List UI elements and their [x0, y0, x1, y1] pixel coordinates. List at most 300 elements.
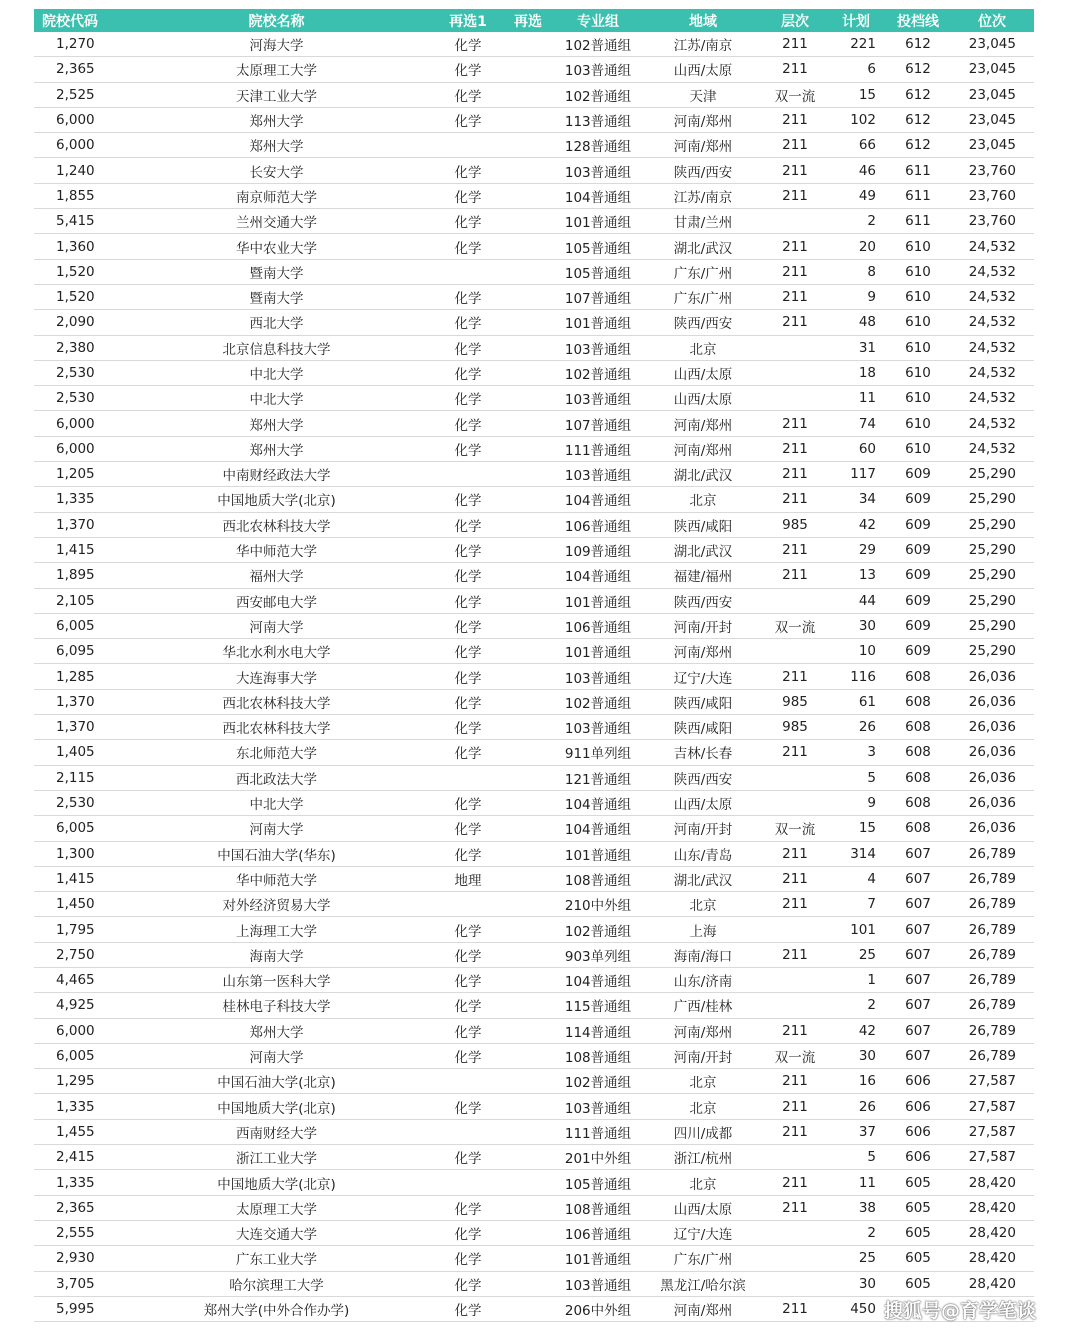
cell-region: 辽宁/大连: [642, 1220, 764, 1245]
cell-school-code: 4,925: [34, 993, 119, 1018]
cell-elective-1: 化学: [434, 284, 502, 309]
cell-elective-1: 化学: [434, 841, 502, 866]
cell-elective-2: [502, 563, 554, 588]
cell-plan: 46: [826, 158, 886, 183]
cell-region: 河南/郑州: [642, 411, 764, 436]
cell-plan: 9: [826, 790, 886, 815]
table-row: [34, 57, 1034, 82]
cell-school-name: 西北政法大学: [119, 765, 434, 790]
cell-school-code: 2,380: [34, 335, 119, 360]
cell-school-name: 暨南大学: [119, 259, 434, 284]
cell-major-group: 106普通组: [554, 1220, 642, 1245]
cell-plan: 74: [826, 411, 886, 436]
table-row: [34, 892, 1034, 917]
cell-school-code: 1,285: [34, 664, 119, 689]
cell-level: [764, 360, 826, 385]
cell-school-name: 兰州交通大学: [119, 209, 434, 234]
cell-school-name: 太原理工大学: [119, 1195, 434, 1220]
cell-elective-1: 化学: [434, 158, 502, 183]
cell-major-group: 102普通组: [554, 360, 642, 385]
cell-level: 双一流: [764, 82, 826, 107]
cell-school-name: 郑州大学: [119, 133, 434, 158]
cell-level: [764, 790, 826, 815]
cell-level: 211: [764, 866, 826, 891]
cell-rank: 26,036: [950, 664, 1034, 689]
cell-school-code: 6,000: [34, 1018, 119, 1043]
cell-elective-2: [502, 664, 554, 689]
cell-cutoff-score: 609: [886, 462, 950, 487]
cell-school-code: 6,000: [34, 133, 119, 158]
cell-elective-2: [502, 993, 554, 1018]
cell-school-name: 暨南大学: [119, 284, 434, 309]
cell-school-name: 中国石油大学(华东): [119, 841, 434, 866]
cell-plan: 7: [826, 892, 886, 917]
cell-cutoff-score: 606: [886, 1119, 950, 1144]
cell-plan: 49: [826, 183, 886, 208]
table-row: [34, 816, 1034, 841]
cell-level: 211: [764, 1094, 826, 1119]
cell-rank: 25,290: [950, 512, 1034, 537]
cell-elective-1: 地理: [434, 866, 502, 891]
header-cutoff-score: 投档线: [886, 9, 950, 32]
cell-level: 双一流: [764, 816, 826, 841]
cell-school-name: 广东工业大学: [119, 1246, 434, 1271]
header-major-group: 专业组: [554, 9, 642, 32]
cell-plan: 30: [826, 613, 886, 638]
cell-region: 北京: [642, 1069, 764, 1094]
cell-rank: 26,789: [950, 1043, 1034, 1068]
cell-elective-2: [502, 411, 554, 436]
cell-major-group: 101普通组: [554, 588, 642, 613]
cell-rank: 28,420: [950, 1170, 1034, 1195]
cell-major-group: 105普通组: [554, 1170, 642, 1195]
cell-cutoff-score: 608: [886, 816, 950, 841]
cell-region: 山西/太原: [642, 790, 764, 815]
cell-region: 湖北/武汉: [642, 462, 764, 487]
cell-school-name: 郑州大学(中外合作办学): [119, 1296, 434, 1321]
cell-plan: 20: [826, 234, 886, 259]
cell-region: 湖北/武汉: [642, 234, 764, 259]
table-row: [34, 993, 1034, 1018]
table-row: [34, 512, 1034, 537]
cell-school-code: 6,095: [34, 639, 119, 664]
cell-region: 河南/郑州: [642, 436, 764, 461]
cell-cutoff-score: 612: [886, 57, 950, 82]
cell-plan: 61: [826, 689, 886, 714]
cell-elective-2: [502, 1145, 554, 1170]
cell-elective-2: [502, 1271, 554, 1296]
cell-school-name: 中国地质大学(北京): [119, 487, 434, 512]
table-row: [34, 234, 1034, 259]
cell-rank: 26,789: [950, 892, 1034, 917]
cell-level: [764, 588, 826, 613]
cell-major-group: 106普通组: [554, 512, 642, 537]
cell-school-name: 海南大学: [119, 942, 434, 967]
cell-school-code: 1,450: [34, 892, 119, 917]
cell-elective-2: [502, 765, 554, 790]
cell-school-code: 1,205: [34, 462, 119, 487]
cell-elective-1: 化学: [434, 967, 502, 992]
table-row: [34, 866, 1034, 891]
cell-major-group: 108普通组: [554, 866, 642, 891]
cell-plan: 42: [826, 1018, 886, 1043]
cell-school-name: 郑州大学: [119, 107, 434, 132]
cell-school-code: 2,750: [34, 942, 119, 967]
cell-plan: 48: [826, 310, 886, 335]
cell-major-group: 102普通组: [554, 82, 642, 107]
cell-elective-2: [502, 158, 554, 183]
cell-elective-2: [502, 1018, 554, 1043]
cell-elective-2: [502, 1246, 554, 1271]
cell-elective-1: [434, 259, 502, 284]
cell-rank: 23,045: [950, 57, 1034, 82]
cell-elective-1: 化学: [434, 82, 502, 107]
cell-region: 山西/太原: [642, 1195, 764, 1220]
cell-elective-2: [502, 487, 554, 512]
cell-elective-1: 化学: [434, 563, 502, 588]
cell-cutoff-score: 609: [886, 588, 950, 613]
cell-elective-1: 化学: [434, 639, 502, 664]
table-row: [34, 942, 1034, 967]
cell-plan: 102: [826, 107, 886, 132]
table-row: [34, 967, 1034, 992]
cell-region: 陕西/西安: [642, 765, 764, 790]
cell-major-group: 107普通组: [554, 411, 642, 436]
cell-school-code: 1,335: [34, 1094, 119, 1119]
cell-rank: 26,036: [950, 715, 1034, 740]
cell-level: 211: [764, 563, 826, 588]
cell-elective-1: 化学: [434, 436, 502, 461]
cell-cutoff-score: 608: [886, 740, 950, 765]
cell-rank: 23,045: [950, 82, 1034, 107]
cell-elective-2: [502, 816, 554, 841]
cell-level: 211: [764, 1195, 826, 1220]
cell-school-code: 1,335: [34, 1170, 119, 1195]
cell-level: 211: [764, 436, 826, 461]
cell-level: 211: [764, 158, 826, 183]
cell-school-code: 3,705: [34, 1271, 119, 1296]
cell-elective-1: 化学: [434, 183, 502, 208]
cell-cutoff-score: 611: [886, 158, 950, 183]
cell-level: 211: [764, 259, 826, 284]
cell-major-group: 102普通组: [554, 917, 642, 942]
cell-elective-2: [502, 436, 554, 461]
cell-school-code: 1,370: [34, 715, 119, 740]
cell-rank: 23,045: [950, 32, 1034, 57]
table-row: [34, 639, 1034, 664]
cell-cutoff-score: 612: [886, 82, 950, 107]
cell-school-name: 对外经济贸易大学: [119, 892, 434, 917]
cell-school-code: 1,370: [34, 512, 119, 537]
cell-plan: 26: [826, 715, 886, 740]
cell-region: 陕西/西安: [642, 158, 764, 183]
cell-elective-1: 化学: [434, 335, 502, 360]
cell-rank: 27,587: [950, 1119, 1034, 1144]
cell-level: 211: [764, 942, 826, 967]
cell-elective-1: 化学: [434, 790, 502, 815]
cell-elective-2: [502, 284, 554, 309]
cell-rank: 24,532: [950, 310, 1034, 335]
table-row: [34, 32, 1034, 57]
table-row: [34, 386, 1034, 411]
cell-elective-2: [502, 360, 554, 385]
table-row: [34, 1271, 1034, 1296]
cell-school-code: 2,115: [34, 765, 119, 790]
cell-region: 江苏/南京: [642, 183, 764, 208]
cell-elective-1: 化学: [434, 1195, 502, 1220]
cell-region: 河南/郑州: [642, 133, 764, 158]
cell-major-group: 105普通组: [554, 259, 642, 284]
cell-plan: 117: [826, 462, 886, 487]
cell-region: 山西/太原: [642, 360, 764, 385]
cell-major-group: 903单列组: [554, 942, 642, 967]
table-row: [34, 765, 1034, 790]
cell-elective-2: [502, 234, 554, 259]
table-row: [34, 82, 1034, 107]
cell-cutoff-score: 605: [886, 1246, 950, 1271]
table-row: [34, 1220, 1034, 1245]
cell-region: 山东/青岛: [642, 841, 764, 866]
table-row: [34, 436, 1034, 461]
cell-elective-2: [502, 32, 554, 57]
cell-school-name: 华中师范大学: [119, 537, 434, 562]
cell-cutoff-score: 607: [886, 841, 950, 866]
cell-elective-1: 化学: [434, 57, 502, 82]
cell-elective-2: [502, 1094, 554, 1119]
cell-level: [764, 335, 826, 360]
cell-cutoff-score: 608: [886, 765, 950, 790]
cell-school-code: 6,005: [34, 613, 119, 638]
cell-major-group: 103普通组: [554, 715, 642, 740]
cell-elective-1: 化学: [434, 32, 502, 57]
cell-elective-2: [502, 917, 554, 942]
cell-major-group: 103普通组: [554, 386, 642, 411]
cell-school-name: 大连海事大学: [119, 664, 434, 689]
table-row: [34, 1246, 1034, 1271]
cell-major-group: 109普通组: [554, 537, 642, 562]
cell-school-code: 1,855: [34, 183, 119, 208]
cell-major-group: 102普通组: [554, 1069, 642, 1094]
cell-plan: 15: [826, 816, 886, 841]
cell-elective-2: [502, 107, 554, 132]
cell-level: [764, 1271, 826, 1296]
cell-school-code: 1,455: [34, 1119, 119, 1144]
cell-school-name: 太原理工大学: [119, 57, 434, 82]
cell-school-name: 华北水利水电大学: [119, 639, 434, 664]
cell-rank: 23,760: [950, 209, 1034, 234]
cell-elective-1: 化学: [434, 1296, 502, 1321]
cell-major-group: 111普通组: [554, 436, 642, 461]
cell-plan: 44: [826, 588, 886, 613]
cell-cutoff-score: 609: [886, 537, 950, 562]
cell-region: 河南/开封: [642, 816, 764, 841]
cell-major-group: 105普通组: [554, 234, 642, 259]
cell-elective-2: [502, 209, 554, 234]
cell-plan: 30: [826, 1043, 886, 1068]
cell-cutoff-score: 610: [886, 386, 950, 411]
cell-cutoff-score: 608: [886, 715, 950, 740]
cell-elective-2: [502, 537, 554, 562]
table-row: [34, 183, 1034, 208]
table-row: [34, 841, 1034, 866]
cell-school-code: 2,105: [34, 588, 119, 613]
cell-school-name: 浙江工业大学: [119, 1145, 434, 1170]
cell-region: 陕西/西安: [642, 588, 764, 613]
cell-rank: 24,532: [950, 386, 1034, 411]
cell-rank: 23,045: [950, 107, 1034, 132]
cell-level: [764, 1246, 826, 1271]
cell-cutoff-score: 610: [886, 284, 950, 309]
cell-major-group: 101普通组: [554, 1246, 642, 1271]
cell-elective-2: [502, 841, 554, 866]
table-row: [34, 133, 1034, 158]
cell-school-name: 中北大学: [119, 386, 434, 411]
cell-level: 211: [764, 411, 826, 436]
cell-school-code: 6,000: [34, 436, 119, 461]
header-region: 地域: [642, 9, 764, 32]
cell-region: 山东/济南: [642, 967, 764, 992]
cell-level: 211: [764, 234, 826, 259]
cell-cutoff-score: 610: [886, 259, 950, 284]
cell-plan: 13: [826, 563, 886, 588]
cell-elective-2: [502, 386, 554, 411]
cell-region: 黑龙江/哈尔滨: [642, 1271, 764, 1296]
cell-school-name: 郑州大学: [119, 411, 434, 436]
cell-region: 山西/太原: [642, 57, 764, 82]
cell-elective-1: 化学: [434, 689, 502, 714]
cell-cutoff-score: 605: [886, 1170, 950, 1195]
cell-rank: 28,420: [950, 1246, 1034, 1271]
cell-rank: 25,290: [950, 639, 1034, 664]
cell-level: 985: [764, 512, 826, 537]
table-row: [34, 1195, 1034, 1220]
cell-elective-2: [502, 512, 554, 537]
cell-region: 四川/成都: [642, 1119, 764, 1144]
cell-major-group: 103普通组: [554, 158, 642, 183]
cell-elective-1: 化学: [434, 715, 502, 740]
cell-region: 辽宁/大连: [642, 664, 764, 689]
cell-region: 陕西/咸阳: [642, 715, 764, 740]
cell-plan: 25: [826, 942, 886, 967]
cell-cutoff-score: 609: [886, 563, 950, 588]
cell-school-code: 2,365: [34, 57, 119, 82]
cell-elective-1: [434, 133, 502, 158]
cell-elective-1: 化学: [434, 1043, 502, 1068]
cell-elective-1: 化学: [434, 411, 502, 436]
cell-rank: 26,036: [950, 765, 1034, 790]
cell-major-group: 102普通组: [554, 32, 642, 57]
cell-school-name: 北京信息科技大学: [119, 335, 434, 360]
cell-elective-1: 化学: [434, 1220, 502, 1245]
table-row: [34, 487, 1034, 512]
cell-region: 河南/郑州: [642, 107, 764, 132]
cell-plan: 42: [826, 512, 886, 537]
cell-school-name: 哈尔滨理工大学: [119, 1271, 434, 1296]
cell-rank: 24,532: [950, 259, 1034, 284]
cell-level: 985: [764, 715, 826, 740]
cell-rank: 23,045: [950, 133, 1034, 158]
cell-cutoff-score: 609: [886, 487, 950, 512]
cell-school-name: 华中农业大学: [119, 234, 434, 259]
cell-rank: 24,532: [950, 360, 1034, 385]
cell-plan: 1: [826, 967, 886, 992]
cell-major-group: 104普通组: [554, 967, 642, 992]
cell-plan: 15: [826, 82, 886, 107]
watermark-text: 搜狐号@育学笔谈: [884, 1300, 1037, 1322]
cell-elective-2: [502, 639, 554, 664]
cell-region: 广东/广州: [642, 1246, 764, 1271]
cell-region: 河南/郑州: [642, 639, 764, 664]
cell-plan: 5: [826, 1145, 886, 1170]
cell-rank: 25,290: [950, 588, 1034, 613]
cell-elective-1: 化学: [434, 613, 502, 638]
cell-major-group: 101普通组: [554, 310, 642, 335]
cell-cutoff-score: 610: [886, 436, 950, 461]
cell-school-code: 1,520: [34, 259, 119, 284]
cell-elective-1: 化学: [434, 360, 502, 385]
cell-rank: 23,760: [950, 158, 1034, 183]
cell-region: 陕西/咸阳: [642, 689, 764, 714]
cell-rank: 26,789: [950, 866, 1034, 891]
cell-elective-1: 化学: [434, 310, 502, 335]
cell-cutoff-score: 608: [886, 689, 950, 714]
cell-major-group: 206中外组: [554, 1296, 642, 1321]
table-row: [34, 1145, 1034, 1170]
cell-elective-1: 化学: [434, 537, 502, 562]
cell-level: 211: [764, 183, 826, 208]
table-row: [34, 1018, 1034, 1043]
cell-elective-2: [502, 588, 554, 613]
cell-school-code: 4,465: [34, 967, 119, 992]
cell-elective-1: 化学: [434, 234, 502, 259]
cell-elective-2: [502, 82, 554, 107]
cell-school-name: 河海大学: [119, 32, 434, 57]
table-row: [34, 259, 1034, 284]
cell-rank: 25,290: [950, 537, 1034, 562]
header-plan: 计划: [826, 9, 886, 32]
cell-region: 北京: [642, 1170, 764, 1195]
cell-school-name: 中北大学: [119, 360, 434, 385]
table-row: [34, 158, 1034, 183]
cell-plan: 314: [826, 841, 886, 866]
cell-elective-1: 化学: [434, 993, 502, 1018]
cell-major-group: 104普通组: [554, 790, 642, 815]
cell-school-name: 西北农林科技大学: [119, 715, 434, 740]
cell-plan: 25: [826, 1246, 886, 1271]
cell-level: 双一流: [764, 613, 826, 638]
cell-major-group: 104普通组: [554, 816, 642, 841]
cell-school-code: 1,270: [34, 32, 119, 57]
cell-rank: 25,290: [950, 613, 1034, 638]
cell-elective-2: [502, 1043, 554, 1068]
cell-major-group: 911单列组: [554, 740, 642, 765]
cell-plan: 30: [826, 1271, 886, 1296]
cell-elective-2: [502, 259, 554, 284]
cell-elective-2: [502, 1170, 554, 1195]
cell-school-name: 南京师范大学: [119, 183, 434, 208]
cell-rank: 24,532: [950, 411, 1034, 436]
header-school-code: 院校代码: [34, 9, 119, 32]
cell-plan: 116: [826, 664, 886, 689]
cell-rank: 27,587: [950, 1145, 1034, 1170]
cell-cutoff-score: 610: [886, 411, 950, 436]
table-row: [34, 740, 1034, 765]
cell-rank: 26,036: [950, 689, 1034, 714]
cell-cutoff-score: 610: [886, 360, 950, 385]
cell-level: 211: [764, 841, 826, 866]
cell-school-code: 1,415: [34, 537, 119, 562]
cell-school-code: 1,895: [34, 563, 119, 588]
